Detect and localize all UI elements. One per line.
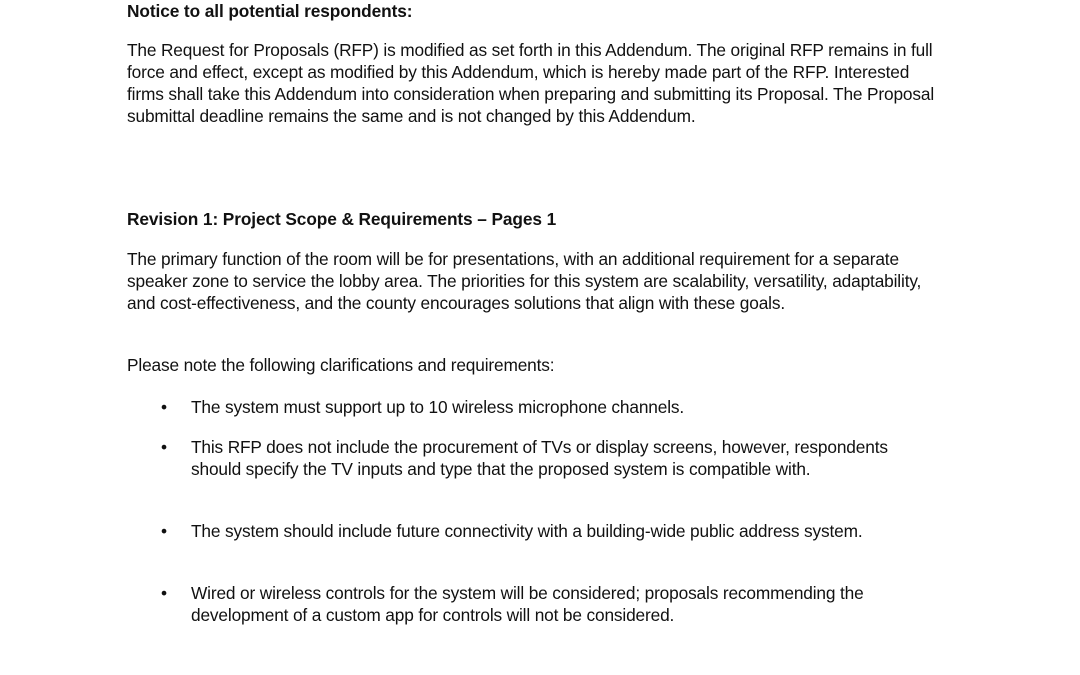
list-item-text: This RFP does not include the procurement of TVs or display screens, however, respondents should specify the TV inputs and type that the proposed system is compatible with. — [191, 437, 888, 479]
list-item — [127, 396, 941, 418]
list-item — [127, 436, 941, 480]
revision-heading: Revision 1: Project Scope & Requirements – Pages 1 — [127, 209, 557, 229]
list-item-text: Wired or wireless controls for the system will be considered; proposals recommending the development of a custom app for controls will not be considered. — [191, 583, 864, 625]
list-item-text: The system must support up to 10 wireless microphone channels. — [191, 397, 685, 417]
bullet-icon: • — [161, 521, 167, 541]
notice-heading: Notice to all potential respondents: — [127, 1, 413, 21]
list-item — [127, 582, 941, 626]
bullet-icon: • — [161, 583, 167, 603]
revision-paragraph: The primary function of the room will be for presentations, with an additional requirement for a separate speaker zone to service the lobby area. The priorities for this system are scalability, versatility, adaptability, and cost-effectiveness, and the county encourages solutions that align with these goals. — [127, 249, 922, 313]
list-item-text: The system should include future connectivity with a building-wide public address system. — [191, 521, 863, 541]
list-item — [127, 520, 941, 542]
bullet-icon: • — [161, 437, 167, 457]
bullet-icon: • — [161, 397, 167, 417]
notice-paragraph: The Request for Proposals (RFP) is modified as set forth in this Addendum. The original RFP remains in full force and effect, except as modified by this Addendum, which is hereby made part of the RFP. Interested firms shall take this Addendum into consideration when preparing and submitting its Proposal. The Proposal submittal deadline remains the same and is not changed by this Addendum. — [127, 40, 935, 126]
clarifications-intro: Please note the following clarifications and requirements: — [127, 355, 555, 375]
